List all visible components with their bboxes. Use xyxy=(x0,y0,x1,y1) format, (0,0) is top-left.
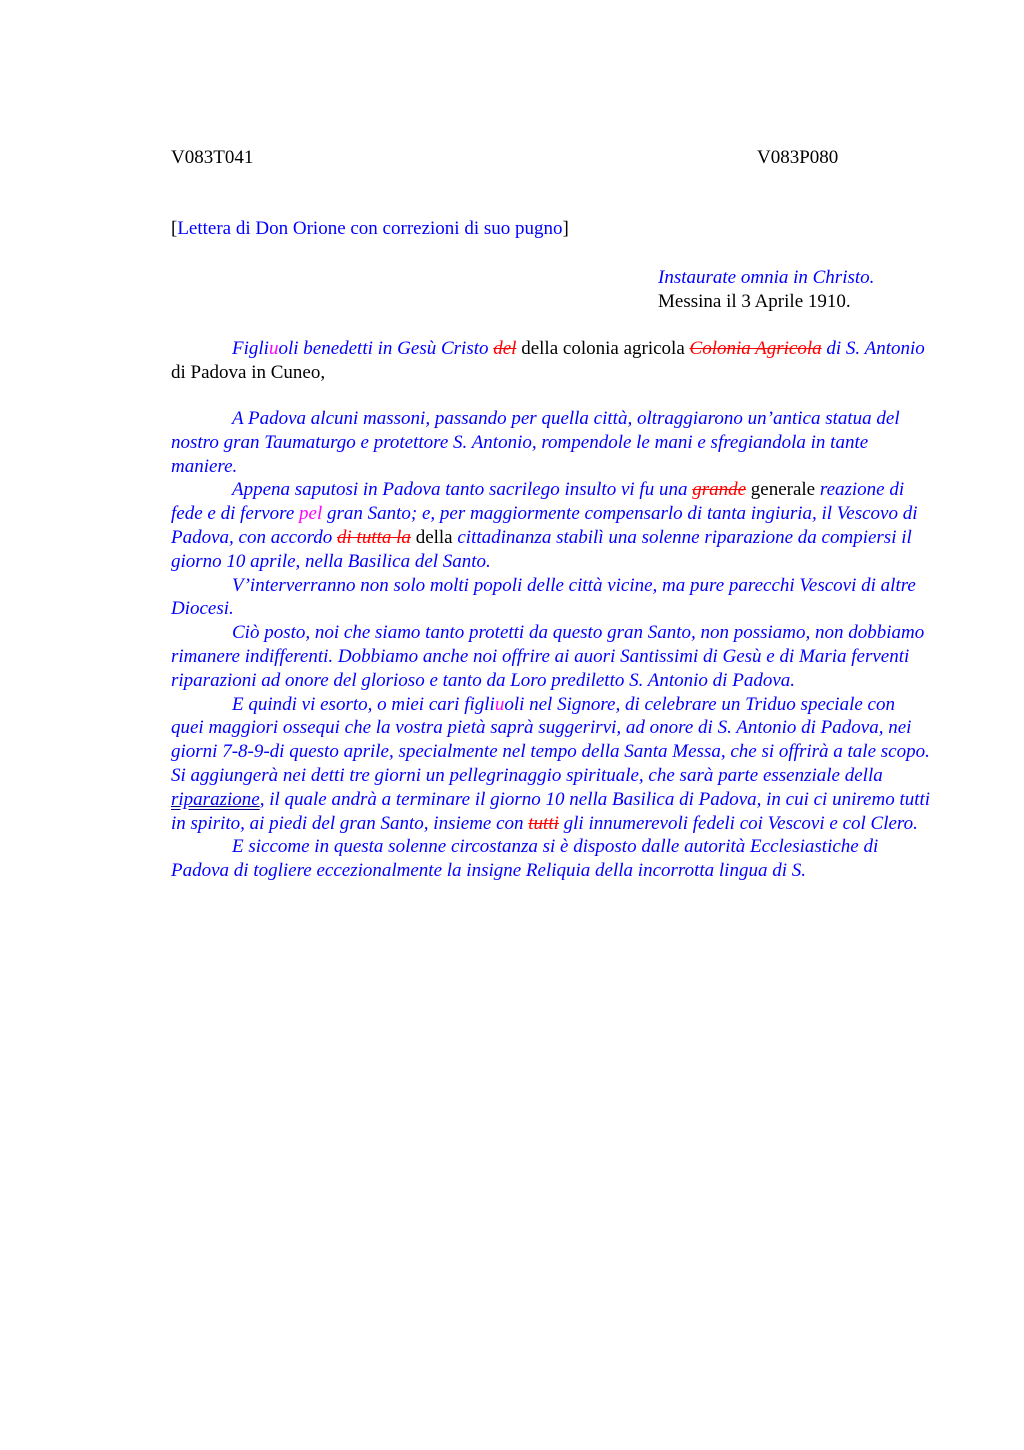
text-run: cittadinanza stabilì una solenne riparazione da compiersi il giorno 10 aprile, nella Basilica del Santo. xyxy=(171,526,912,572)
underlined-word: riparazione xyxy=(171,788,260,810)
paragraph-5 xyxy=(171,693,931,836)
paragraph-3: V’interverranno non solo molti popoli delle città vicine, ma pure parecchi Vescovi di altre Diocesi. xyxy=(171,574,916,620)
title-close-bracket: ] xyxy=(562,218,569,239)
inserted-correction: u xyxy=(268,338,279,359)
title-text: Lettera di Don Orione con correzioni di suo pugno xyxy=(177,218,563,239)
salutation-part: Figli xyxy=(232,338,269,359)
paragraph-1: A Padova alcuni massoni, passando per quella città, oltraggiarono un’antica statua del nostro gran Taumaturgo e protettore S. Antonio, rompendole le mani e sfregiandola in tante maniere. xyxy=(171,408,900,477)
document-code-left: V083T041 xyxy=(171,147,254,168)
deleted-correction: tutti xyxy=(528,812,559,834)
deleted-correction: di tutta la xyxy=(337,526,411,548)
inserted-correction: u xyxy=(494,693,505,715)
document-title xyxy=(171,218,569,240)
text-run: Appena saputosi in Padova tanto sacrilego insulto vi fu una xyxy=(232,479,693,501)
paragraph-4: Ciò posto, noi che siamo tanto protetti da questo gran Santo, non possiamo, non dobbiamo rimanere indifferenti. Dobbiamo anche noi offrire ai auori Santissimi di Gesù e di Maria ferventi riparazioni ad onore del glorioso e tanto da Loro prediletto S. Antonio di Padova. xyxy=(171,622,925,691)
document-code-right: V083P080 xyxy=(757,147,839,168)
title-open-bracket: [ xyxy=(171,218,178,239)
motto: Instaurate omnia in Christo. xyxy=(658,267,875,288)
text-run: gli innumerevoli fedeli coi Vescovi e col Clero. xyxy=(558,812,918,834)
deleted-correction: grande xyxy=(692,479,747,501)
text-run: della xyxy=(410,526,453,548)
text-run: , il quale andrà a terminare il giorno 10 nella Basilica di Padova, in cui ci uniremo tutti in spirito, ai piedi del gran Santo, insieme con xyxy=(171,788,931,834)
text-run: E quindi vi esorto, o miei cari figli xyxy=(232,693,495,715)
salutation xyxy=(171,337,931,385)
paragraph-6: E siccome in questa solenne circostanza si è disposto dalle autorità Ecclesiastiche di Padova di togliere eccezionalmente la insigne Reliquia della incorrotta lingua di S. xyxy=(171,836,879,882)
text-run: generale xyxy=(746,479,816,501)
text-run: gran Santo; e, per maggiormente compensarlo di tanta ingiuria, il Vescovo di Padova, con accordo xyxy=(171,503,918,548)
salutation-part: di S. Antonio xyxy=(821,338,925,359)
deleted-correction: Colonia Agricola xyxy=(689,338,822,359)
salutation-part: della colonia agricola xyxy=(516,338,690,359)
salutation-part: oli benedetti in Gesù Cristo xyxy=(278,338,494,359)
salutation-part: di Padova in Cuneo, xyxy=(171,361,326,383)
paragraph-2 xyxy=(171,478,931,573)
text-run: oli nel Signore, di celebrare un Triduo speciale con quei maggiori ossequi che la vostra pietà saprà suggerirvi, ad onore di S. Antonio di Padova, nei giorni 7-8-9-di questo aprile, specialmente nel tempo della Santa Messa, che si offrirà a tale scopo. Si aggiungerà nei detti tre giorni un pellegrinaggio spirituale, che sarà parte essenziale della xyxy=(171,693,930,786)
deleted-correction: del xyxy=(493,338,517,359)
letter-body xyxy=(171,407,931,883)
inserted-correction: pel xyxy=(299,503,323,525)
place-date: Messina il 3 Aprile 1910. xyxy=(658,291,851,312)
text-run: reazione di fede e di fervore xyxy=(171,479,905,525)
